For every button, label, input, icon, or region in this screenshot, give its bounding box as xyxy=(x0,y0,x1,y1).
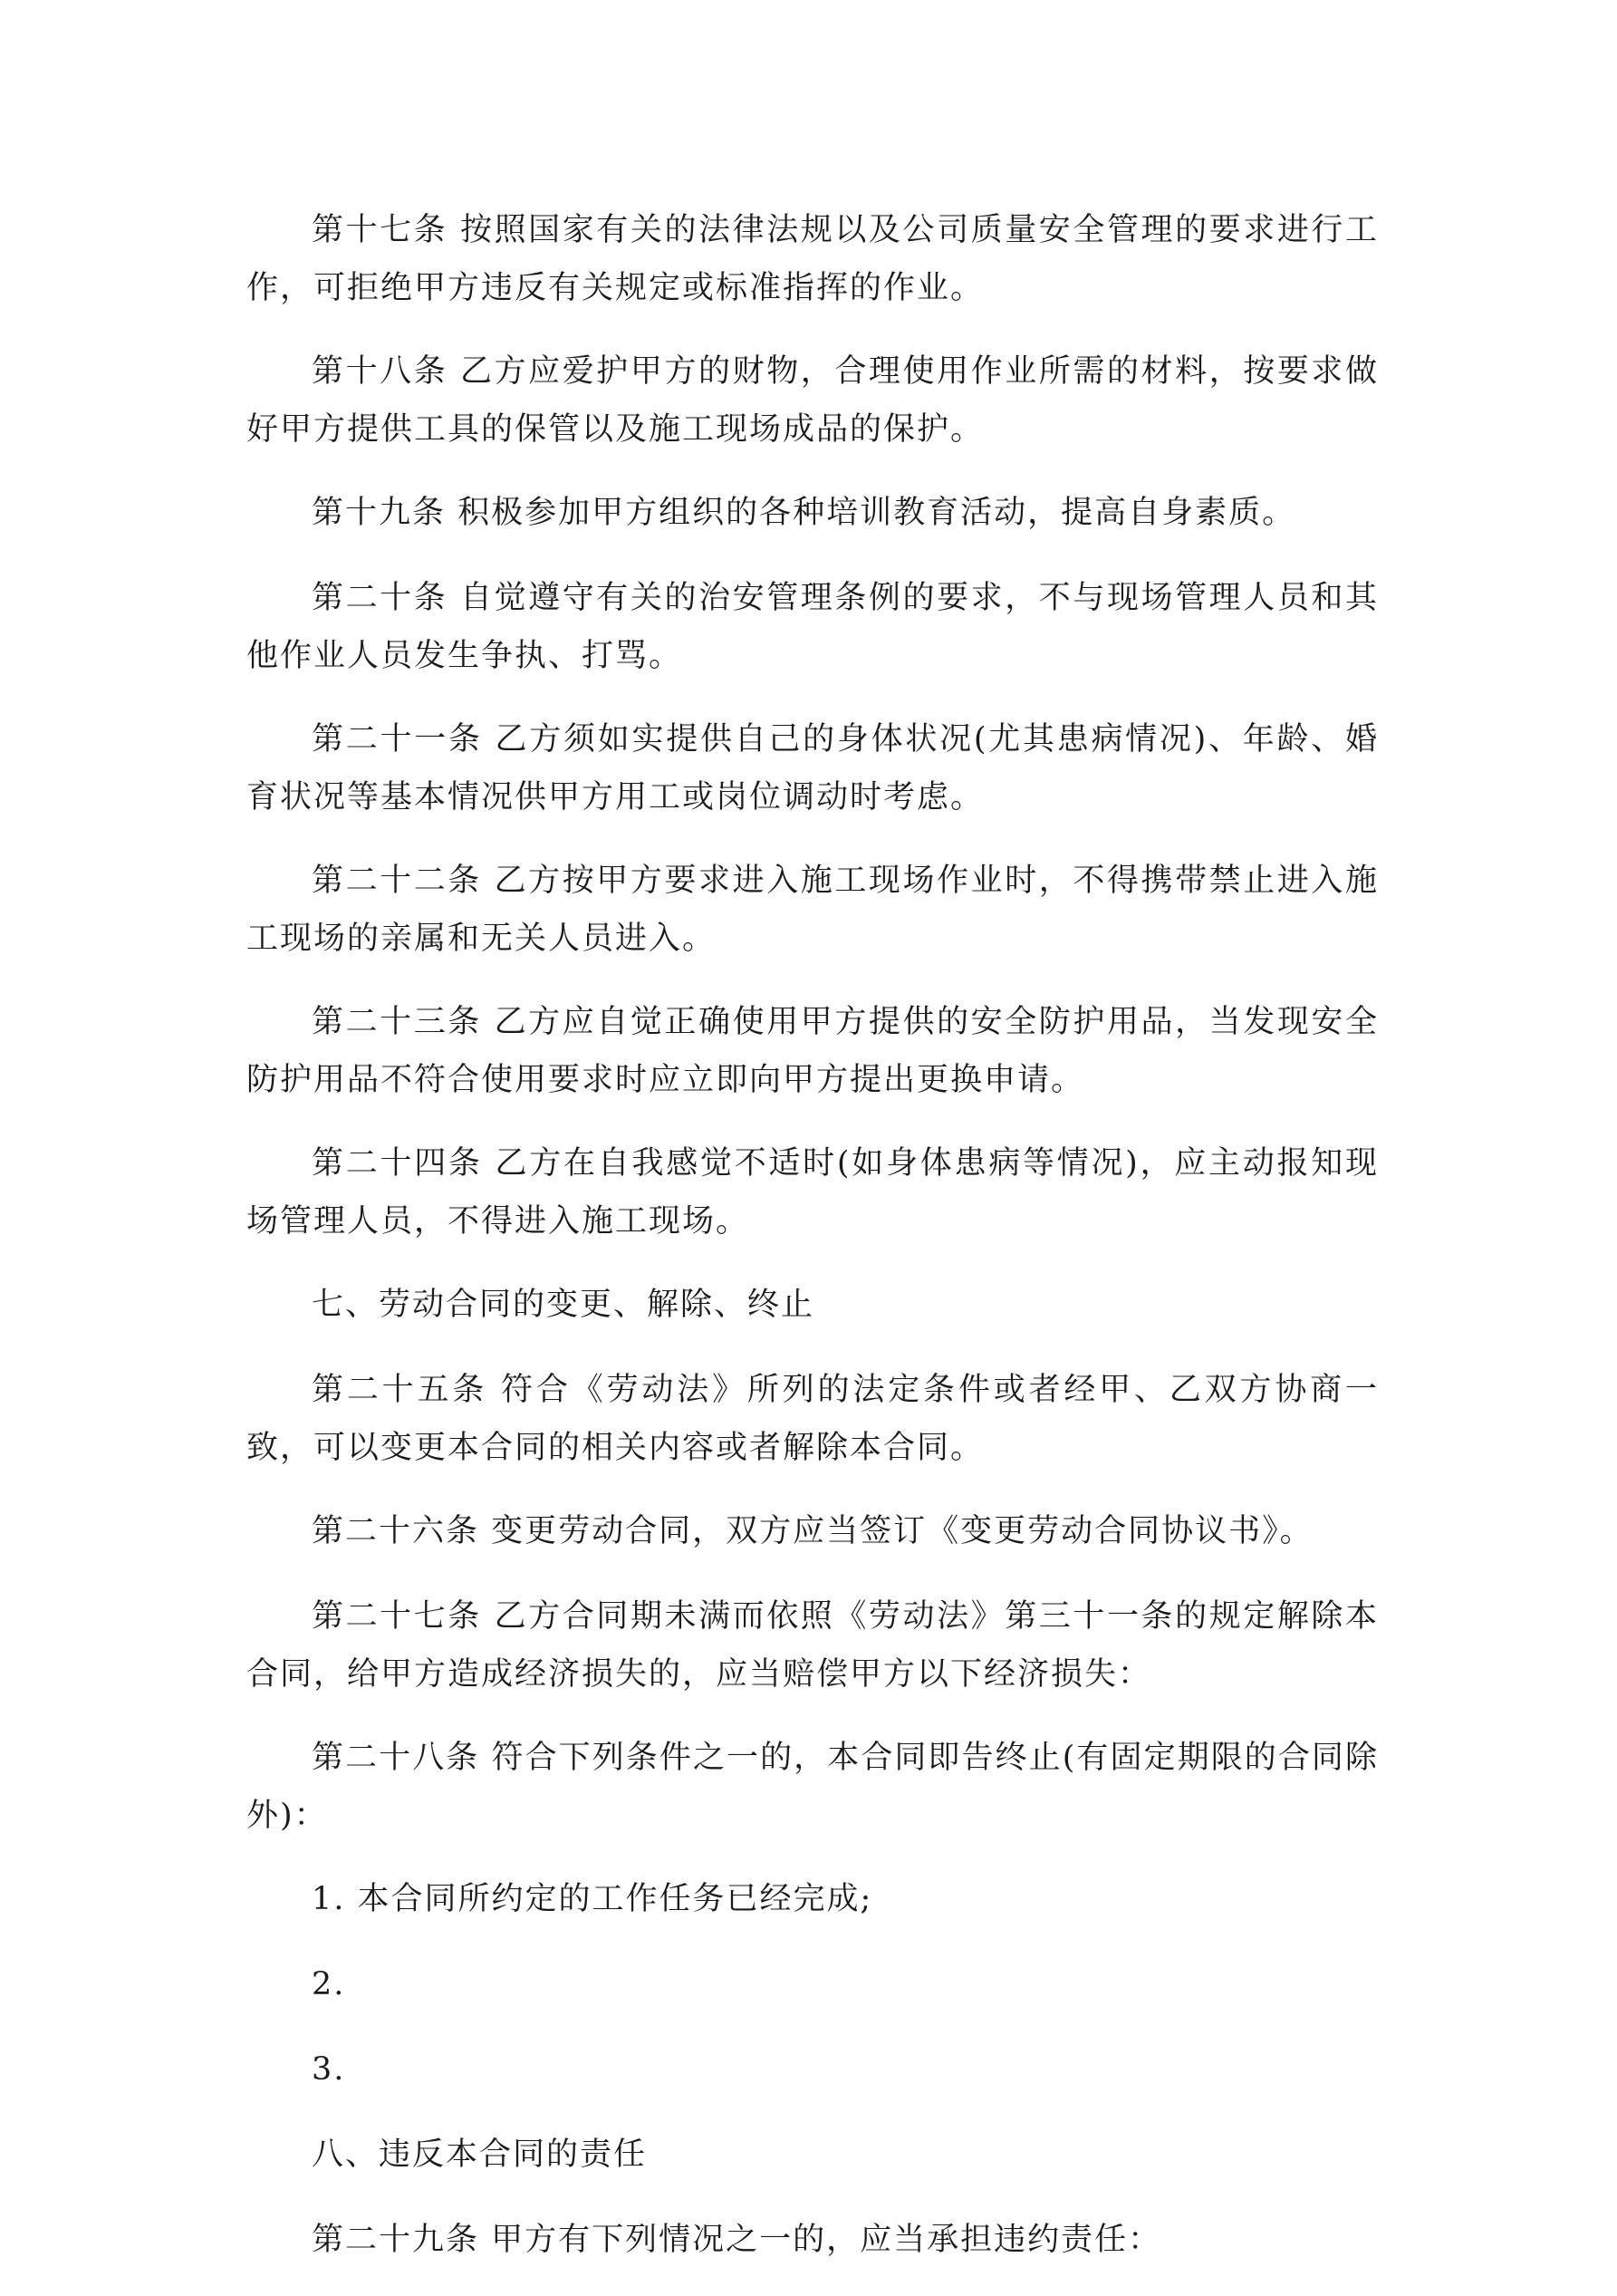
article-23: 第二十三条 乙方应自觉正确使用甲方提供的安全防护用品，当发现安全防护用品不符合使用要求时应立即向甲方提出更换申请。 xyxy=(246,1004,1379,1098)
document-body xyxy=(246,201,1379,2296)
section-heading-8: 八、违反本合同的责任 xyxy=(312,2137,648,2173)
article-29: 第二十九条 甲方有下列情况之一的，应当承担违约责任： xyxy=(312,2222,1162,2258)
article-18: 第十八条 乙方应爱护甲方的财物，合理使用作业所需的材料，按要求做好甲方提供工具的保管以及施工现场成品的保护。 xyxy=(246,353,1379,448)
article-22: 第二十二条 乙方按甲方要求进入施工现场作业时，不得携带禁止进入施工现场的亲属和无关人员进入。 xyxy=(246,863,1379,957)
article-21: 第二十一条 乙方须如实提供自己的身体状况(尤其患病情况)、年龄、婚育状况等基本情况供甲方用工或岗位调动时考虑。 xyxy=(246,721,1379,815)
article-17: 第十七条 按照国家有关的法律法规以及公司质量安全管理的要求进行工作，可拒绝甲方违反有关规定或标准指挥的作业。 xyxy=(246,212,1379,306)
list-item-2: 2. xyxy=(312,1966,346,2002)
list-item-3: 3. xyxy=(312,2051,346,2088)
article-19: 第十九条 积极参加甲方组织的各种培训教育活动，提高自身素质。 xyxy=(312,495,1296,531)
article-27: 第二十七条 乙方合同期未满而依照《劳动法》第三十一条的规定解除本合同，给甲方造成经济损失的，应当赔偿甲方以下经济损失： xyxy=(246,1598,1379,1693)
article-28: 第二十八条 符合下列条件之一的，本合同即告终止(有固定期限的合同除外)： xyxy=(246,1740,1379,1834)
article-24: 第二十四条 乙方在自我感觉不适时(如身体患病等情况)，应主动报知现场管理人员，不得进入施工现场。 xyxy=(246,1145,1379,1240)
article-25: 第二十五条 符合《劳动法》所列的法定条件或者经甲、乙双方协商一致，可以变更本合同的相关内容或者解除本合同。 xyxy=(246,1372,1379,1466)
article-26: 第二十六条 变更劳动合同，双方应当签订《变更劳动合同协议书》。 xyxy=(312,1513,1314,1549)
article-20: 第二十条 自觉遵守有关的治安管理条例的要求，不与现场管理人员和其他作业人员发生争执、打骂。 xyxy=(246,580,1379,674)
section-heading-7: 七、劳动合同的变更、解除、终止 xyxy=(312,1287,815,1323)
list-item-1: 1. 本合同所约定的工作任务已经完成; xyxy=(312,1881,873,1917)
